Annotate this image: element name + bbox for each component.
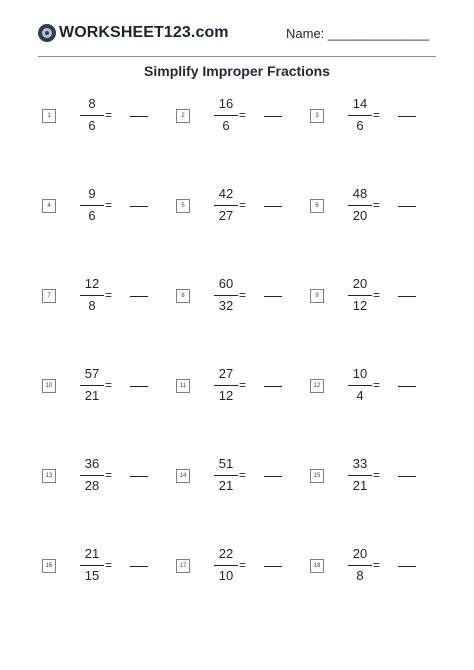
- problem-item: [310, 366, 440, 406]
- numerator: 42: [218, 186, 234, 201]
- problem-item: [310, 96, 440, 136]
- fraction-bar: [80, 475, 104, 476]
- numerator: 57: [84, 366, 100, 381]
- problem-number: 15: [310, 469, 324, 483]
- answer-blank[interactable]: [264, 296, 282, 297]
- fraction-bar: [348, 115, 372, 116]
- denominator: 6: [222, 118, 230, 133]
- equals-sign: =: [105, 288, 113, 302]
- problem-item: [176, 456, 306, 496]
- fraction: [80, 186, 104, 226]
- answer-blank[interactable]: [130, 386, 148, 387]
- denominator: 8: [356, 568, 364, 583]
- numerator: 21: [84, 546, 100, 561]
- name-field[interactable]: Name: ______________: [286, 26, 430, 41]
- numerator: 12: [84, 276, 100, 291]
- answer-blank[interactable]: [264, 206, 282, 207]
- equals-sign: =: [239, 378, 247, 392]
- denominator: 21: [84, 388, 100, 403]
- fraction: [214, 456, 238, 496]
- fraction-bar: [348, 205, 372, 206]
- numerator: 10: [352, 366, 368, 381]
- fraction-bar: [214, 475, 238, 476]
- answer-blank[interactable]: [398, 476, 416, 477]
- problem-item: [176, 186, 306, 226]
- fraction-bar: [214, 205, 238, 206]
- problem-number: 3: [310, 109, 324, 123]
- fraction-bar: [348, 295, 372, 296]
- fraction-bar: [80, 205, 104, 206]
- worksheet-title: Simplify Improper Fractions: [144, 63, 330, 79]
- fraction-bar: [348, 565, 372, 566]
- problem-number: 10: [42, 379, 56, 393]
- problem-number: 13: [42, 469, 56, 483]
- denominator: 32: [218, 298, 234, 313]
- problem-item: [42, 186, 172, 226]
- equals-sign: =: [373, 288, 381, 302]
- problem-item: [176, 366, 306, 406]
- numerator: 16: [218, 96, 234, 111]
- denominator: 15: [84, 568, 100, 583]
- problem-number: 5: [176, 199, 190, 213]
- fraction-bar: [214, 295, 238, 296]
- answer-blank[interactable]: [398, 566, 416, 567]
- problem-item: [42, 276, 172, 316]
- problem-number: 9: [310, 289, 324, 303]
- problem-number: 17: [176, 559, 190, 573]
- answer-blank[interactable]: [264, 386, 282, 387]
- problem-item: [42, 546, 172, 586]
- problem-number: 14: [176, 469, 190, 483]
- denominator: 4: [356, 388, 364, 403]
- fraction-bar: [214, 385, 238, 386]
- denominator: 12: [352, 298, 368, 313]
- fraction-bar: [80, 565, 104, 566]
- numerator: 27: [218, 366, 234, 381]
- numerator: 20: [352, 276, 368, 291]
- answer-blank[interactable]: [130, 566, 148, 567]
- fraction: [348, 186, 372, 226]
- equals-sign: =: [239, 288, 247, 302]
- numerator: 48: [352, 186, 368, 201]
- numerator: 60: [218, 276, 234, 291]
- numerator: 33: [352, 456, 368, 471]
- answer-blank[interactable]: [398, 296, 416, 297]
- answer-blank[interactable]: [130, 476, 148, 477]
- numerator: 20: [352, 546, 368, 561]
- denominator: 28: [84, 478, 100, 493]
- equals-sign: =: [105, 468, 113, 482]
- fraction-bar: [348, 475, 372, 476]
- numerator: 9: [88, 186, 96, 201]
- answer-blank[interactable]: [398, 116, 416, 117]
- problem-number: 7: [42, 289, 56, 303]
- equals-sign: =: [373, 558, 381, 572]
- denominator: 8: [88, 298, 96, 313]
- problem-item: [310, 276, 440, 316]
- equals-sign: =: [239, 198, 247, 212]
- fraction-bar: [80, 295, 104, 296]
- denominator: 6: [88, 118, 96, 133]
- fraction: [214, 186, 238, 226]
- problem-number: 1: [42, 109, 56, 123]
- answer-blank[interactable]: [264, 116, 282, 117]
- fraction: [348, 276, 372, 316]
- answer-blank[interactable]: [398, 206, 416, 207]
- problem-number: 11: [176, 379, 190, 393]
- equals-sign: =: [239, 108, 247, 122]
- denominator: 21: [218, 478, 234, 493]
- problem-item: [42, 96, 172, 136]
- fraction-bar: [214, 565, 238, 566]
- fraction: [348, 546, 372, 586]
- fraction: [214, 366, 238, 406]
- numerator: 22: [218, 546, 234, 561]
- fraction-bar: [348, 385, 372, 386]
- fraction: [214, 276, 238, 316]
- equals-sign: =: [373, 108, 381, 122]
- fraction: [80, 96, 104, 136]
- denominator: 6: [88, 208, 96, 223]
- fraction: [80, 366, 104, 406]
- equals-sign: =: [105, 108, 113, 122]
- equals-sign: =: [239, 468, 247, 482]
- answer-blank[interactable]: [130, 116, 148, 117]
- problem-number: 8: [176, 289, 190, 303]
- problem-item: [310, 186, 440, 226]
- equals-sign: =: [105, 378, 113, 392]
- problem-item: [310, 546, 440, 586]
- fraction: [80, 546, 104, 586]
- denominator: 21: [352, 478, 368, 493]
- numerator: 14: [352, 96, 368, 111]
- problem-number: 16: [42, 559, 56, 573]
- fraction-bar: [214, 115, 238, 116]
- fraction: [80, 456, 104, 496]
- problem-number: 12: [310, 379, 324, 393]
- fraction: [348, 96, 372, 136]
- denominator: 10: [218, 568, 234, 583]
- denominator: 6: [356, 118, 364, 133]
- equals-sign: =: [239, 558, 247, 572]
- fraction: [214, 96, 238, 136]
- fraction: [348, 366, 372, 406]
- problem-number: 6: [310, 199, 324, 213]
- equals-sign: =: [105, 558, 113, 572]
- numerator: 51: [218, 456, 234, 471]
- problem-number: 18: [310, 559, 324, 573]
- equals-sign: =: [373, 468, 381, 482]
- answer-blank[interactable]: [130, 206, 148, 207]
- problem-number: 4: [42, 199, 56, 213]
- fraction: [214, 546, 238, 586]
- fraction-bar: [80, 385, 104, 386]
- problem-item: [310, 456, 440, 496]
- denominator: 12: [218, 388, 234, 403]
- numerator: 8: [88, 96, 96, 111]
- denominator: 27: [218, 208, 234, 223]
- fraction: [348, 456, 372, 496]
- problem-item: [176, 546, 306, 586]
- fraction: [80, 276, 104, 316]
- answer-blank[interactable]: [398, 386, 416, 387]
- answer-blank[interactable]: [264, 476, 282, 477]
- logo-text: WORKSHEET123.com: [59, 24, 229, 41]
- numerator: 36: [84, 456, 100, 471]
- problem-number: 2: [176, 109, 190, 123]
- equals-sign: =: [373, 198, 381, 212]
- answer-blank[interactable]: [130, 296, 148, 297]
- answer-blank[interactable]: [264, 566, 282, 567]
- problem-item: [42, 366, 172, 406]
- fraction-bar: [80, 115, 104, 116]
- equals-sign: =: [105, 198, 113, 212]
- problem-item: [42, 456, 172, 496]
- problem-item: [176, 96, 306, 136]
- equals-sign: =: [373, 378, 381, 392]
- problem-item: [176, 276, 306, 316]
- denominator: 20: [352, 208, 368, 223]
